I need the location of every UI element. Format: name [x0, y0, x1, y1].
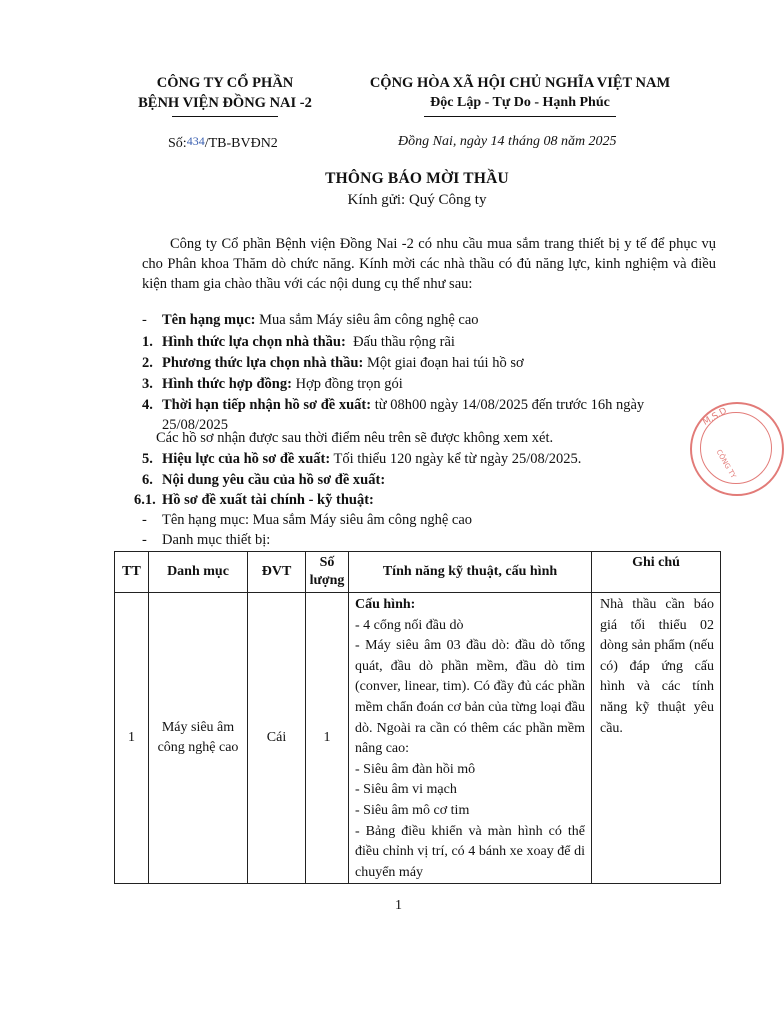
item-label: Hồ sơ đề xuất tài chính - kỹ thuật:: [162, 492, 374, 508]
item-text: Hợp đồng trọn gói: [291, 376, 403, 392]
spec-line: - Bảng điều khiển và màn hình có thể điều chỉnh vị trí, có 4 bánh xe xoay để di chuyển máy: [355, 823, 585, 880]
recipient: Kính gửi: Quý Công ty: [347, 192, 487, 208]
nation-line-2: Độc Lập - Tự Do - Hạnh Phúc: [430, 95, 610, 110]
page-number: 1: [395, 898, 402, 913]
item-text: Tên hạng mục: Mua sắm Máy siêu âm công nghệ cao: [162, 512, 473, 528]
item-text: Tối thiểu 120 ngày kể từ ngày 25/08/2025.: [330, 451, 582, 467]
so-suffix: /TB-BVĐN2: [204, 136, 278, 151]
item-mark: -: [142, 532, 147, 548]
item-text: Mua sắm Máy siêu âm công nghệ cao: [255, 312, 479, 328]
item-mark: 1.: [142, 334, 153, 350]
cell-danh-muc: Máy siêu âm công nghệ cao: [149, 593, 248, 884]
item-text: từ 08h00 ngày 14/08/2025 đến trước 16h ngày: [371, 397, 645, 413]
national-motto: [352, 73, 688, 113]
item-label: Phương thức lựa chọn nhà thầu:: [162, 355, 364, 371]
item-label: Hình thức lựa chọn nhà thầu:: [162, 334, 346, 350]
intro-paragraph: Công ty Cổ phần Bệnh viện Đồng Nai -2 có nhu cầu mua sắm trang thiết bị y tế để phục vụ cho Phân khoa Thăm dò chức năng. Kính mời các nhà thầu có đủ năng lực, kinh nghiệm và điều kiện tham gia chào thầu với các nội dung cụ thể như sau:: [142, 236, 716, 292]
motto-underline: [424, 116, 616, 117]
equipment-table: [114, 551, 721, 884]
item-mark: -: [142, 512, 147, 528]
item-label: Hình thức hợp đồng:: [162, 376, 292, 392]
spec-line: - 4 cổng nối đầu dò: [355, 617, 464, 633]
section-6-1: [134, 490, 714, 510]
list-item: [142, 530, 722, 550]
so-prefix: Số:: [168, 136, 187, 151]
org-line-1: CÔNG TY CỔ PHẦN: [156, 75, 294, 91]
so-luong-line-1: Số: [319, 555, 335, 570]
item-label: Nội dung yêu cầu của hồ sơ đề xuất:: [162, 472, 386, 488]
list-item: [142, 395, 722, 415]
item-mark: 6.: [142, 472, 153, 488]
list-item-continued: 25/08/2025: [162, 417, 229, 433]
col-header-ghi-chu: Ghi chú: [592, 552, 721, 593]
document-date: Đồng Nai, ngày 14 tháng 08 năm 2025: [398, 134, 617, 149]
list-item: [142, 310, 722, 330]
nation-line-1: CỘNG HÒA XÃ HỘI CHỦ NGHĨA VIỆT NAM: [369, 75, 671, 91]
list-item: [142, 374, 722, 394]
list-item: [142, 449, 722, 469]
table-row: [115, 593, 721, 884]
table-header-row: [115, 552, 721, 593]
item-text: Danh mục thiết bị:: [162, 532, 271, 548]
item-mark: -: [142, 312, 147, 328]
item-mark: 3.: [142, 376, 153, 392]
items-list: [142, 310, 722, 435]
document-number: [168, 134, 278, 152]
list-item: [142, 510, 722, 530]
item-label: Hiệu lực của hồ sơ đề xuất:: [162, 451, 331, 467]
col-header-so-luong: [306, 552, 349, 593]
spec-line: - Siêu âm vi mạch: [355, 782, 457, 798]
spec-title: Cấu hình:: [355, 597, 416, 612]
item-mark: 2.: [142, 355, 153, 371]
col-header-tinh-nang: Tính năng kỹ thuật, cấu hình: [349, 552, 592, 593]
col-header-danh-muc: Danh mục: [149, 552, 248, 593]
org-underline: [172, 116, 278, 117]
list-item: [142, 353, 722, 373]
org-line-2: BỆNH VIỆN ĐỒNG NAI -2: [138, 95, 312, 111]
company-stamp: [690, 402, 784, 496]
late-note: Các hồ sơ nhận được sau thời điểm nêu trên sẽ được không xem xét.: [156, 430, 554, 446]
sub-items: [142, 510, 722, 550]
col-header-dvt: ĐVT: [248, 552, 306, 593]
list-item: [142, 332, 722, 352]
item-text: Một giai đoạn hai túi hồ sơ: [363, 355, 524, 371]
org-name: [120, 73, 330, 113]
item-mark: 5.: [142, 451, 153, 467]
list-item: [142, 470, 722, 490]
item-label: Tên hạng mục:: [162, 312, 256, 328]
items-list-2: [142, 449, 722, 490]
spec-line: - Máy siêu âm 03 đầu dò: đầu dò tổng quát, đầu dò phần mềm, đầu dò tim (conver, linear, tim). Có đầy đủ các phần mềm chẩn đoán cơ bản của từng loại đầu dò. Ngoài ra cần có thêm các phần mềm nâng cao:: [355, 638, 585, 757]
cell-tt: 1: [115, 593, 149, 884]
cell-so-luong: 1: [306, 593, 349, 884]
cell-tinh-nang: [349, 593, 592, 884]
cell-ghi-chu: Nhà thầu cần báo giá tối thiểu 02 dòng sản phẩm (nếu có) đáp ứng cấu hình và các tính năng kỹ thuật yêu cầu.: [592, 593, 721, 884]
stamp-text-top: M.S.D: [701, 406, 729, 428]
cell-dvt: Cái: [248, 593, 306, 884]
so-number: 434: [186, 134, 205, 148]
stamp-text-side: CÔNG TY: [714, 448, 738, 480]
spec-line: - Siêu âm mô cơ tim: [355, 802, 470, 818]
col-header-tt: TT: [115, 552, 149, 593]
spec-line: - Siêu âm đàn hồi mô: [355, 761, 476, 777]
item-mark: 4.: [142, 397, 153, 413]
item-text: Đấu thầu rộng rãi: [345, 334, 455, 350]
item-mark: 6.1.: [134, 492, 156, 508]
page-title: THÔNG BÁO MỜI THẦU: [325, 170, 509, 187]
item-label: Thời hạn tiếp nhận hồ sơ đề xuất:: [162, 397, 372, 413]
so-luong-line-2: lượng: [309, 573, 345, 588]
